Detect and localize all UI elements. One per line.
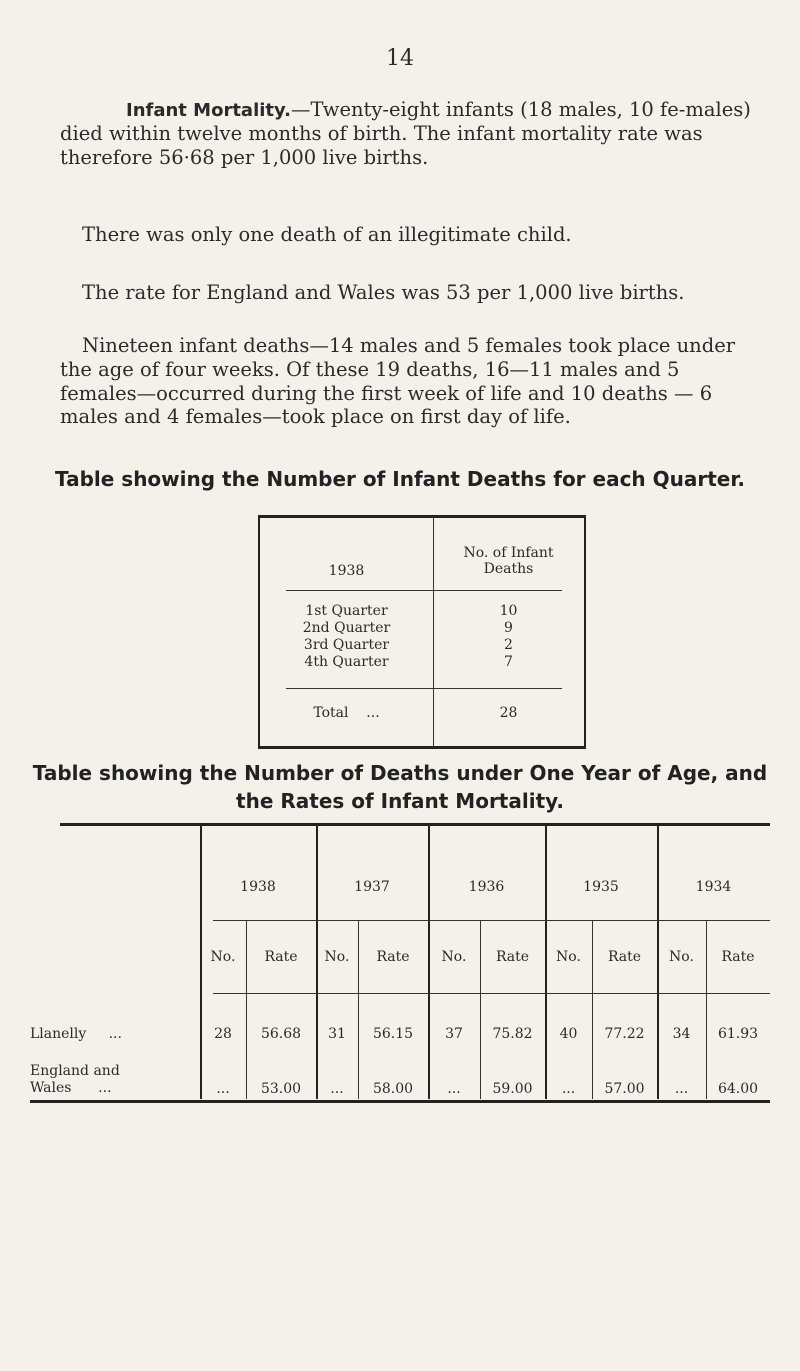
- row-label-england-wales: [30, 1063, 200, 1097]
- year-header: 1936: [468, 879, 505, 895]
- table-row-label: 2nd Quarter: [302, 620, 391, 636]
- table-row-value: 2: [504, 637, 513, 653]
- column-divider: [246, 921, 247, 1099]
- table-cell-no: 37: [445, 1026, 463, 1042]
- header-rule: [286, 590, 562, 591]
- column-divider: [358, 921, 359, 1099]
- year-header: 1937: [354, 879, 390, 895]
- row-label-line: England and: [30, 1063, 120, 1079]
- subheader-no: No.: [441, 949, 467, 965]
- leader-dots: ...: [98, 1079, 112, 1096]
- year-header: 1934: [695, 879, 732, 895]
- header-year: 1938: [328, 563, 365, 579]
- row-label-text: Llanelly: [30, 1026, 87, 1042]
- total-label: Total: [313, 705, 349, 721]
- table-cell-rate: 77.22: [604, 1026, 645, 1042]
- table-top-rule: [60, 823, 770, 826]
- table-cell-no: ...: [674, 1081, 689, 1097]
- table-cell-no: 40: [559, 1026, 578, 1042]
- table-cell-no: 31: [328, 1026, 346, 1042]
- leader-dots: ...: [366, 705, 380, 721]
- subheader-rule: [213, 993, 770, 994]
- paragraph-illegitimate: There was only one death of an illegitimate child.: [82, 223, 572, 246]
- table-row-label: 4th Quarter: [304, 654, 389, 670]
- paragraph-infant-mortality: [60, 98, 760, 170]
- table1-title: Table showing the Number of Infant Deaths for each Quarter.: [55, 467, 745, 491]
- table-row-label: 1st Quarter: [305, 603, 388, 619]
- table-cell-rate: 58.00: [372, 1081, 414, 1097]
- year-rule: [213, 920, 770, 921]
- subheader-rate: Rate: [495, 949, 530, 965]
- subheader-rate: Rate: [264, 949, 298, 965]
- table-cell-rate: 61.93: [717, 1026, 759, 1042]
- table-row-value: 9: [504, 620, 513, 636]
- table-cell-no: 28: [214, 1026, 232, 1042]
- table-cell-no: ...: [330, 1081, 344, 1097]
- table-cell-no: 34: [672, 1026, 691, 1042]
- page-number: 14: [386, 46, 414, 71]
- table-row-value: 7: [504, 654, 513, 670]
- paragraph-body: —Twenty-eight infants (18 males, 10 fe-males) died within twelve months of birth. The infant mortality rate was therefore 56·68 per 1,000 live births.: [60, 98, 751, 169]
- subheader-no: No.: [324, 949, 350, 965]
- leader-dots: ...: [108, 1026, 122, 1042]
- table-row-label: 3rd Quarter: [303, 637, 390, 653]
- row-label-llanelly: [30, 1026, 200, 1043]
- year-header: 1935: [583, 879, 619, 895]
- table-cell-no: ...: [561, 1081, 576, 1097]
- infant-mortality-rates-table: [30, 823, 770, 1103]
- table-cell-no: ...: [216, 1081, 230, 1097]
- column-divider: [480, 921, 481, 1099]
- paragraph-lead-heading: Infant Mortality.: [126, 100, 291, 121]
- table-bottom-rule: [30, 1100, 770, 1103]
- row-label-line: [30, 1080, 200, 1097]
- table-cell-rate: 59.00: [492, 1081, 533, 1097]
- table-cell-rate: 56.15: [372, 1026, 414, 1042]
- year-header: 1938: [240, 879, 276, 895]
- paragraph-neonatal-deaths: Nineteen infant deaths—14 males and 5 females took place under the age of four weeks. Of these 19 deaths, 16—11 males and 5 females—occurred during the first week of life and 10 deaths — 6 males and 4 females—took place on first day of life.: [60, 334, 736, 429]
- column-divider: [592, 921, 593, 1099]
- total-rule: [286, 688, 562, 689]
- table-cell-rate: 57.00: [604, 1081, 645, 1097]
- subheader-rate: Rate: [721, 949, 755, 965]
- paragraph-england-wales-rate: The rate for England and Wales was 53 per 1,000 live births.: [82, 281, 685, 304]
- table-row-value: 10: [499, 603, 518, 619]
- row-label-text: Wales: [30, 1079, 72, 1096]
- table-cell-rate: 75.82: [492, 1026, 533, 1042]
- subheader-rate: Rate: [607, 949, 642, 965]
- subheader-rate: Rate: [376, 949, 410, 965]
- subheader-no: No.: [556, 949, 581, 965]
- subheader-no: No.: [669, 949, 694, 965]
- table2-title: Table showing the Number of Deaths under One Year of Age, and the Rates of Infant Mortality.: [32, 761, 768, 813]
- header-infant-deaths: No. of Infant Deaths: [463, 545, 554, 577]
- table-cell-rate: 53.00: [260, 1081, 302, 1097]
- subheader-no: No.: [210, 949, 236, 965]
- quarterly-deaths-table: [258, 515, 586, 749]
- table-cell-rate: 56.68: [260, 1026, 302, 1042]
- total-row-label: [260, 706, 433, 722]
- table-cell-rate: 64.00: [717, 1081, 759, 1097]
- total-value: 28: [499, 705, 518, 721]
- column-divider: [706, 921, 707, 1099]
- table-cell-no: ...: [447, 1081, 461, 1097]
